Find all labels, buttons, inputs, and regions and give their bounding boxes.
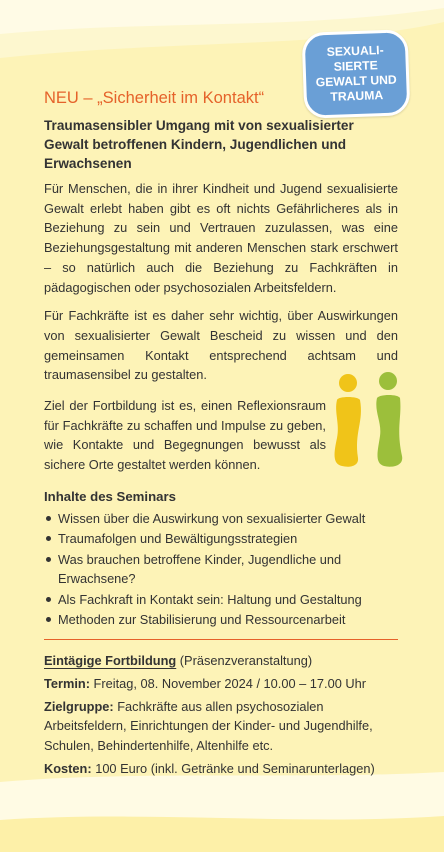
badge-line: TRAUMA	[330, 88, 384, 104]
list-item: Was brauchen betroffene Kinder, Jugendliche und Erwachsene?	[44, 550, 398, 589]
list-item: Traumafolgen und Bewältigungsstrategien	[44, 529, 398, 549]
seminar-list	[44, 509, 398, 630]
list-item: Als Fachkraft in Kontakt sein: Haltung und Gestaltung	[44, 590, 398, 610]
termin-row	[44, 674, 398, 694]
kosten-value: 100 Euro (inkl. Getränke und Seminarunterlagen)	[95, 760, 375, 776]
zielgruppe-row	[44, 697, 398, 756]
format-label: Eintägige Fortbildung	[44, 653, 177, 669]
format-value: (Präsenzveranstaltung)	[179, 653, 313, 669]
list-item: Wissen über die Auswirkung von sexualisierter Gewalt	[44, 509, 398, 529]
badge-line: SIERTE	[333, 58, 378, 74]
paragraph-intro: Für Menschen, die in ihrer Kindheit und Jugend sexualisierte Gewalt erlebt haben gibt es oft nichts Gefährlicheres als in Beziehung zu sein und Vertrauen zuzulassen, was eine Beziehungsgestaltung mit anderen Menschen stark erschwert – so natürlich auch die Beziehung zu Fachkräften in pädagogischen oder psychosozialen Arbeitsfeldern.	[44, 181, 398, 295]
people-figures-illustration	[328, 372, 410, 472]
green-figure-icon	[376, 372, 402, 467]
yellow-figure-icon	[335, 374, 361, 467]
subtitle: Traumasensibler Umgang mit von sexualisierter Gewalt betroffenen Kindern, Jugendlichen und Erwachsenen	[44, 118, 354, 171]
zielgruppe-label: Zielgruppe:	[44, 698, 114, 714]
seminar-heading: Inhalte des Seminars	[44, 488, 176, 504]
list-item: Methoden zur Stabilisierung und Ressourcenarbeit	[44, 610, 398, 630]
divider	[44, 639, 398, 641]
termin-value: Freitag, 08. November 2024 / 10.00 – 17.00 Uhr	[93, 676, 366, 692]
kosten-label: Kosten:	[44, 760, 92, 776]
zielgruppe-value: Fachkräfte aus allen psychosozialen Arbeitsfeldern, Einrichtungen der Kinder- und Jugendhilfe, Schulen, Behindertenhilfe, Altenhilfe etc.	[44, 698, 373, 754]
paragraph-goal: Ziel der Fortbildung ist es, einen Reflexionsraum für Fachkräfte zu schaffen und Impulse zu geben, wie Kontakte und Begegnungen bewusst als sichere Orte gestaltet werden können.	[44, 398, 326, 473]
page-title: NEU – „Sicherheit im Kontakt“	[44, 89, 265, 107]
kosten-row	[44, 759, 398, 779]
badge-line: GEWALT UND	[315, 72, 397, 90]
termin-label: Termin:	[44, 676, 90, 692]
paragraph-importance: Für Fachkräfte ist es daher sehr wichtig, über Auswirkungen von sexualisierter Gewalt Bescheid zu wissen und den gemeinsamen Kontakt entsprechend achtsam und traumasensibel zu gestalten.	[44, 308, 398, 383]
format-row	[44, 651, 398, 671]
bottom-wave-decoration	[0, 770, 444, 852]
event-details	[44, 651, 398, 778]
badge-line: SEXUALI-	[326, 43, 384, 60]
